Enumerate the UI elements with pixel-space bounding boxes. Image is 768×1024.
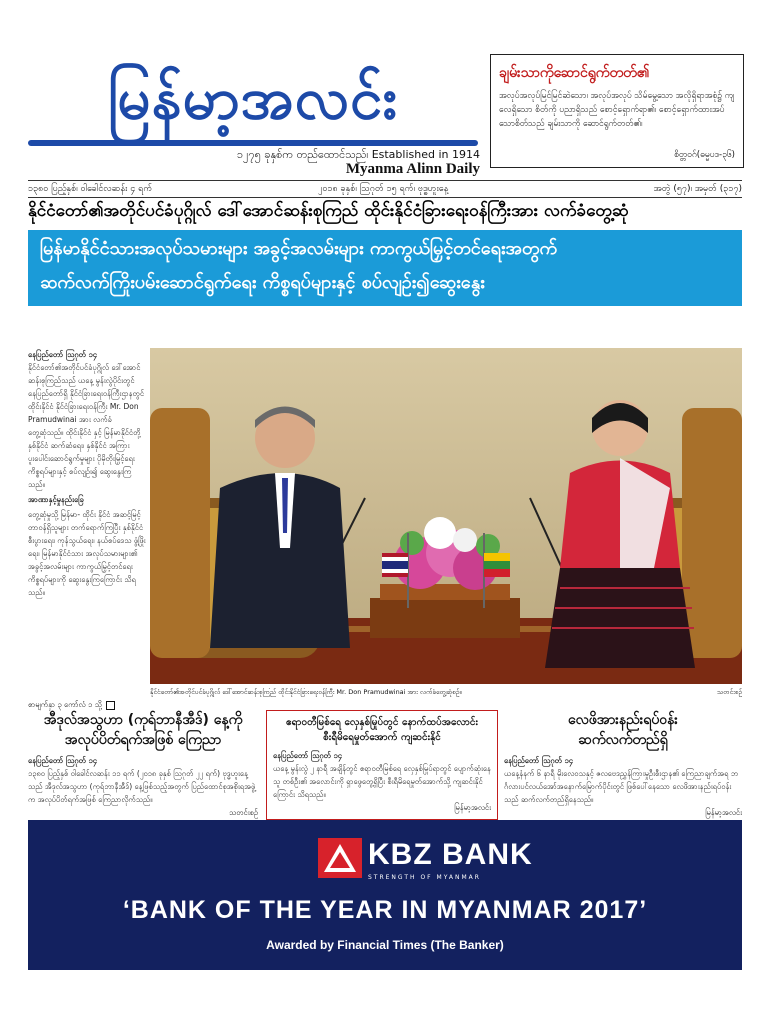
headline-banner xyxy=(28,230,742,306)
story-2-byline: နေပြည်တော် ဩဂုတ် ၁၄ xyxy=(273,751,342,760)
dateline-burmese-date: ၁၃၈၀ ပြည့်နှစ်၊ ဝါခေါင်လဆန်း ၄ ရက် xyxy=(28,184,153,194)
dateline xyxy=(28,180,742,198)
continued-text: စာမျက်နှာ ၃ ကော်လံ ၁ သို့ xyxy=(28,700,102,709)
quote-source: စိတ္တဝဂ်(ဓမ္မပဒ-၃၆) xyxy=(674,150,735,160)
photo-caption: နိုင်ငံတော်၏အတိုင်ပင်ခံပုဂ္ဂိုလ် ဒေါ်အောင်ဆန်းစုကြည် ထိုင်းနိုင်ငံခြားရေးဝန်ကြီး Mr. Don Pramudwinai အား လက်ခံတွေ့ဆုံစဉ်။ xyxy=(150,688,462,696)
ad-title: ‘BANK OF THE YEAR IN MYANMAR 2017’ xyxy=(122,896,648,924)
meeting-photo-illustration xyxy=(150,348,742,684)
lead-byline: နေပြည်တော် ဩဂုတ် ၁၄ xyxy=(28,350,97,359)
story-2-headline-1: ဧရာဝတီမြစ်ရေ လှေနှစ်မြုပ်တွင် နောက်ထပ်အလောင်း xyxy=(285,717,478,728)
story-3-sign: မြန်မာ့အလင်း xyxy=(705,808,742,817)
banner-line-2: ဆက်လက်ကြိုးပမ်းဆောင်ရွက်ရေး ကိစ္စရပ်များနှင့် စပ်လျဉ်း၍ဆွေးနွေး xyxy=(40,272,485,293)
ad-subtitle: Awarded by Financial Times (The Banker) xyxy=(266,938,504,952)
quote-heading: ချမ်းသာကိုဆောင်ရွက်တတ်၏ xyxy=(499,65,650,81)
main-headline: နိုင်ငံတော်၏အတိုင်ပင်ခံပုဂ္ဂိုလ် ဒေါ်အောင်ဆန်းစုကြည် ထိုင်းနိုင်ငံခြားရေးဝန်ကြီးအား လက်ခံတွေ့ဆုံ xyxy=(28,201,629,221)
lead-subhead: အာဏာနှင့်မှုနည်းခြေ xyxy=(28,495,84,504)
lead-photo xyxy=(150,348,742,684)
lead-paragraph-2: တွေ့ဆုံမှုသို့ မြန်မာ- ထိုင်း နိုင်ငံ အဆင့်မြင့်တာဝန်ရှိသူများ တက်ရောက်ကြပြီး နှစ်နိုင်ငံ စီးပွားရေး၊ ကုန်သွယ်ရေး၊ နယ်စပ်ဒေသ ဖွံ့ဖြိုးရေး၊ မြန်မာနိုင်ငံသား အလုပ်သမားများ၏ အခွင့်အလမ်းများ ကာကွယ်မြှင့်တင်ရေး ကိစ္စရပ်များကို ဆွေးနွေးကြကြောင်း သိရသည်။ xyxy=(28,510,146,597)
dateline-date: ၂၀၁၈ ခုနှစ်၊ ဩဂုတ် ၁၅ ရက်၊ ဗုဒ္ဓဟူးနေ့ xyxy=(318,184,449,194)
dateline-issue: အတွဲ (၅၇)၊ အမှတ် (၃၁၇) xyxy=(653,184,742,194)
banner-line-1: မြန်မာနိုင်ငံသားအလုပ်သမားများ အခွင့်အလမ်းများ ကာကွယ်မြှင့်တင်ရေးအတွက် xyxy=(40,238,558,259)
lead-story-column xyxy=(28,348,146,702)
arrow-box-icon xyxy=(106,701,115,710)
photo-credit: သတင်းစဉ် xyxy=(716,688,742,696)
story-1[interactable] xyxy=(28,710,258,818)
story-3-headline-2: ဆက်လက်တည်ရှိ xyxy=(578,732,668,748)
story-2[interactable] xyxy=(266,710,498,820)
masthead-title: မြန်မာ့အလင်း xyxy=(107,64,399,132)
story-2-body: ယနေ့ မွန်းလွဲ ၂ နာရီ အချိန်တွင် ဧရာဝတီမြစ်ရေ လှေနှစ်မြုပ်ရာတွင် ပျောက်ဆုံးနေသူ တစ်ဦး၏ အလောင်းကို ရှာဖွေတွေ့ရှိပြီး စီးရီမိရေမှုတ်အောက်သို့ ကျဆင်းနိုင်ကြောင်း သိရသည်။ xyxy=(273,764,491,799)
story-3-body: ယနေ့နံနက် ၆ နာရီ မိုးလေဝသနှင့် ဇလဗေဒညွှန်ကြားမှုဦးစီးဌာန၏ ကြေညာချက်အရ ဘင်္ဂလားပင်လယ်အော်အနောက်မြောက်ပိုင်းတွင် ဖြစ်ပေါ်နေသော လေဖိအားနည်းရပ်ဝန်းသည် ဆက်လက်တည်ရှိနေသည်။ xyxy=(504,769,738,804)
kbz-logo-icon xyxy=(318,838,362,878)
story-2-sign: မြန်မာ့အလင်း xyxy=(454,803,491,812)
story-3[interactable] xyxy=(504,710,742,818)
established-line: ၁၂၇၅ ခုနှစ်က တည်ထောင်သည်၊ Established in 1914 xyxy=(236,148,480,161)
ad-brand: KBZ BANK xyxy=(368,838,533,871)
lead-paragraph-1: နိုင်ငံတော်၏အတိုင်ပင်ခံပုဂ္ဂိုလ် ဒေါ်အောင်ဆန်းစုကြည်သည် ယနေ့ မွန်းလွဲပိုင်းတွင် နေပြည်တော်ရှိ နိုင်ငံခြားရေးဝန်ကြီးဌာနတွင် ထိုင်းနိုင်ငံ နိုင်ငံခြားရေးဝန်ကြီး Mr. Don Pramudwinai အား လက်ခံတွေ့ဆုံသည်။ ထိုင်းနိုင်ငံ နှင့် မြန်မာနိုင်ငံတို့ နှစ်နိုင်ငံ ဆက်ဆံရေး၊ နှစ်နိုင်ငံ အကြား ပူးပေါင်းဆောင်ရွက်မှုများ ပိုမိုတိုးမြှင့်ရေး ကိစ္စရပ်များနှင့် စပ်လျဉ်း၍ ဆွေးနွေးကြသည်။ xyxy=(28,363,145,489)
story-1-body: ၁၃၈၀ ပြည့်နှစ် ဝါခေါင်လဆန်း ၁၁ ရက် (၂၀၁၈ ခုနှစ် ဩဂုတ် ၂၂ ရက်) ဗုဒ္ဓဟူးနေ့သည် အီဒုလ်အသွဟာ (ကုရ်ဘာနီအီဒ်) နေ့ဖြစ်သည့်အတွက် ပြည်ထောင်စုအစိုးရအဖွဲ့က အလုပ်ပိတ်ရက်အဖြစ် ကြေညာလိုက်သည်။ xyxy=(28,769,256,804)
story-1-headline-2: အလုပ်ပိတ်ရက်အဖြစ် ကြေညာ xyxy=(64,732,222,748)
ad-tagline: STRENGTH OF MYANMAR xyxy=(368,874,481,881)
quote-body: အလုပ်အလုပ်မြင်မြင်ဆဲသော၊ အလုပ်အလုပ် သိမ်မွေ့သော အလိုရှိရာအစုံ၌ ကျလေရှိသော စိတ်ကို ပညာရှိသည် စောင့်ရှောက်ရာ၏၊ စောင့်ရှောက်ထားအပ်သောစိတ်သည် ချမ်းသာကို ဆောင်ရွက်တတ်၏၊ xyxy=(499,91,735,129)
story-2-headline-2: စီးရီမိရေမှုတ်အောက် ကျဆင်းနိုင် xyxy=(323,732,441,743)
kbz-bank-ad[interactable] xyxy=(28,820,742,970)
story-3-headline-1: လေဖိအားနည်းရပ်ဝန်း xyxy=(568,712,678,728)
story-1-sign: သတင်းစဉ် xyxy=(229,808,258,817)
story-1-headline-1: အီဒုလ်အသွဟာ (ကုရ်ဘာနီအီဒ်) နေ့ကို xyxy=(43,712,243,728)
story-3-byline: နေပြည်တော် ဩဂုတ် ၁၄ xyxy=(504,756,573,765)
english-name: Myanma Alinn Daily xyxy=(345,161,480,177)
story-1-byline: နေပြည်တော် ဩဂုတ် ၁၄ xyxy=(28,756,97,765)
quote-box xyxy=(490,54,744,168)
masthead-underline xyxy=(28,140,478,146)
